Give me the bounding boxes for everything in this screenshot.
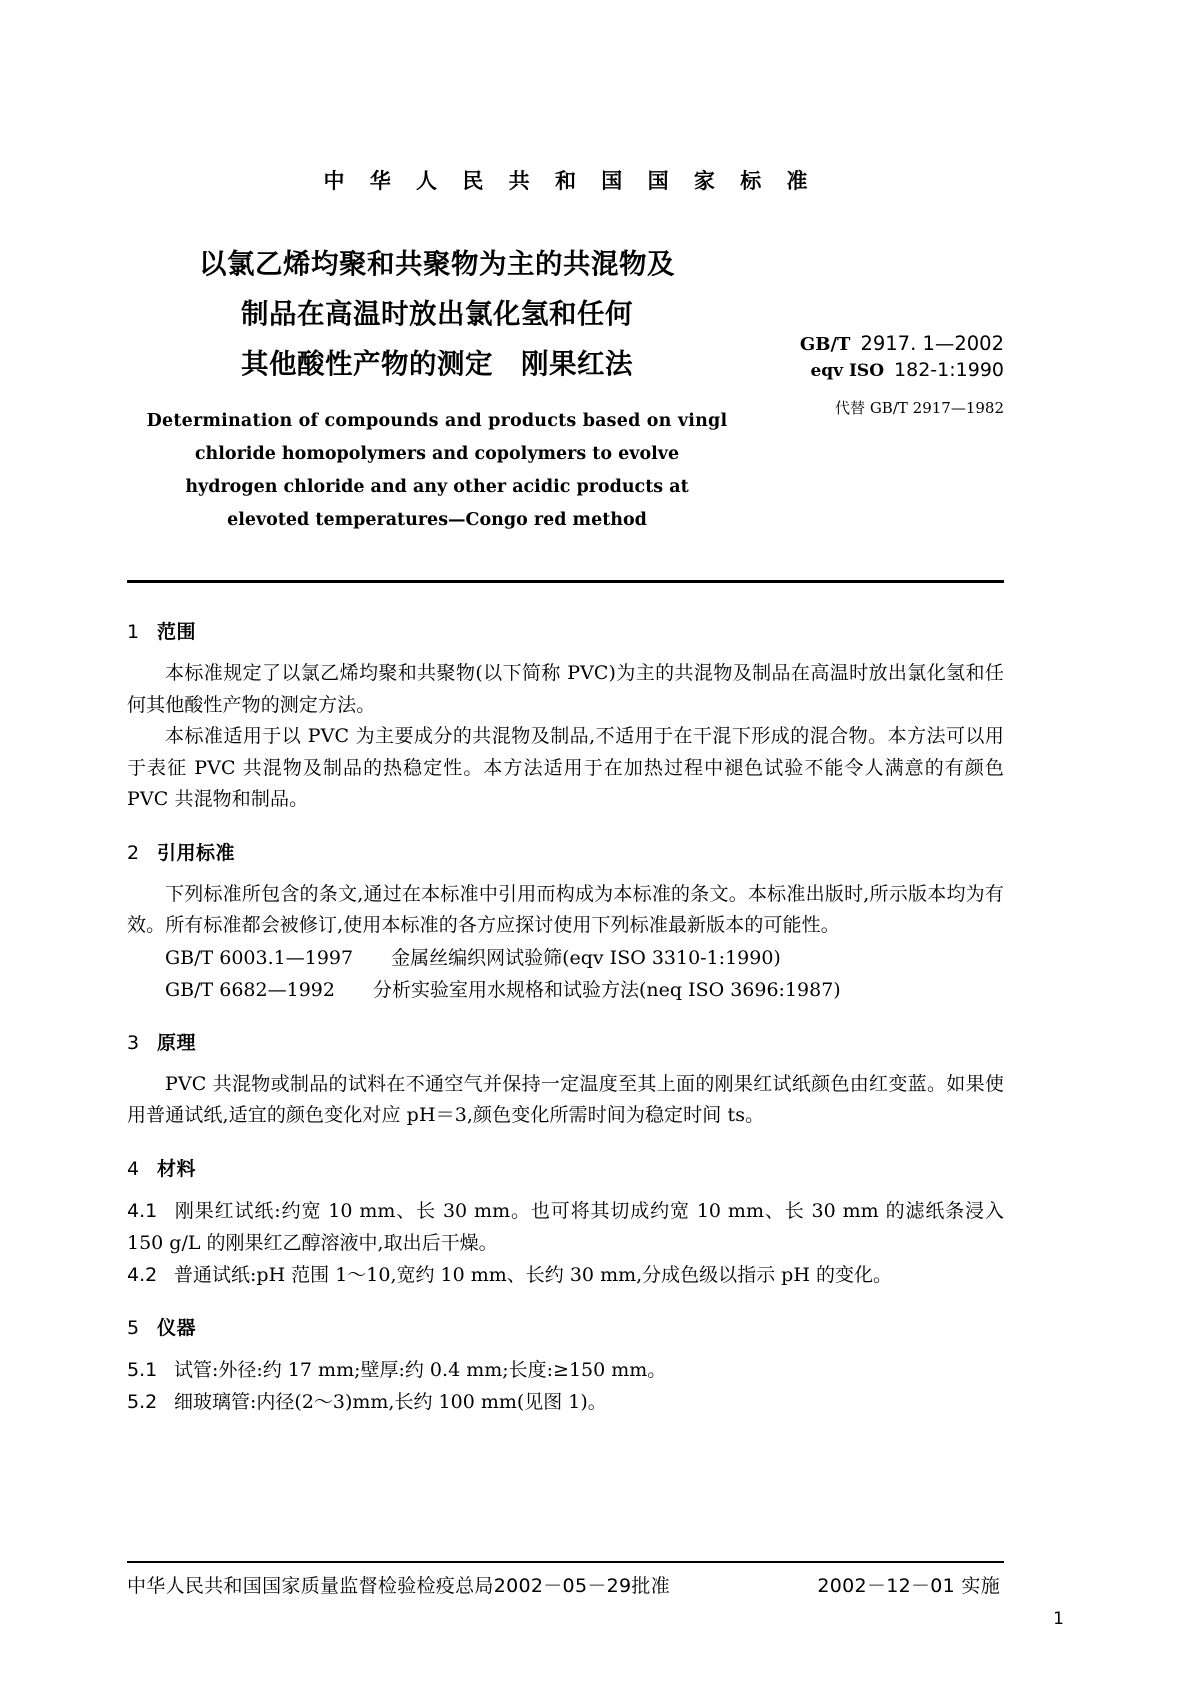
standard-designator-number: 2917. 1—2002 xyxy=(860,332,1004,355)
standard-replaces-note: 代替 GB/T 2917—1982 xyxy=(835,399,1004,417)
chinese-title-line-2: 制品在高温时放出氯化氢和任何 xyxy=(241,298,633,330)
section-number-4: 4 xyxy=(127,1157,140,1180)
section-title-4: 材料 xyxy=(157,1157,197,1180)
chinese-title xyxy=(127,239,747,389)
section-number-3: 3 xyxy=(127,1031,140,1054)
page-footer xyxy=(127,1571,1004,1598)
standard-equivalence-number: 182-1:1990 xyxy=(894,359,1004,381)
header-divider-rule xyxy=(127,580,1004,583)
subsection-number-4-2: 4.2 xyxy=(127,1263,158,1286)
standard-equivalence-row xyxy=(704,357,1004,384)
subsection-number-4-1: 4.1 xyxy=(127,1199,158,1222)
section-number-2: 2 xyxy=(127,841,140,864)
page-number: 1 xyxy=(1053,1609,1064,1629)
chinese-title-line-3 xyxy=(127,339,747,389)
subsection-text-4-1: 刚果红试纸:约宽 10 mm、长 30 mm。也可将其切成约宽 10 mm、长 30 mm 的滤纸条浸入150 g/L 的刚果红乙醇溶液中,取出后干燥。 xyxy=(127,1199,1004,1254)
section-number-5: 5 xyxy=(127,1316,140,1339)
section-heading-2 xyxy=(127,838,1004,869)
standard-equivalence-label: eqv ISO xyxy=(810,361,885,381)
english-title-line-2: chloride homopolymers and copolymers to evolve xyxy=(194,444,680,464)
chinese-title-line-3-b: 刚果红法 xyxy=(521,348,633,380)
standard-identifier xyxy=(704,331,1004,384)
section-1-paragraph-1: 本标准规定了以氯乙烯均聚和共聚物(以下简称 PVC)为主的共混物及制品在高温时放出氯化氢和任何其他酸性产物的测定方法。 xyxy=(127,662,1004,716)
section-number-1: 1 xyxy=(127,621,140,643)
subsection-4-2 xyxy=(127,1259,1004,1291)
section-heading-1 xyxy=(127,617,1004,648)
document-body xyxy=(127,617,1004,1418)
section-title-3: 原理 xyxy=(157,1031,197,1054)
section-title-1: 范围 xyxy=(157,621,197,643)
standard-designator-row xyxy=(704,331,1004,357)
subsection-text-5-1: 试管:外径:约 17 mm;壁厚:约 0.4 mm;长度:≥150 mm。 xyxy=(174,1358,667,1381)
section-heading-3 xyxy=(127,1028,1004,1059)
subsection-text-4-2: 普通试纸:pH 范围 1～10,宽约 10 mm、长约 30 mm,分成色级以指示 pH 的变化。 xyxy=(174,1263,892,1286)
subsection-4-1 xyxy=(127,1195,1004,1259)
section-1-paragraph-2: 本标准适用于以 PVC 为主要成分的共混物及制品,不适用于在干混下形成的混合物。本方法可以用于表征 PVC 共混物及制品的热稳定性。本方法适用于在加热过程中褪色试验不能令人满意的有颜色 PVC 共混物和制品。 xyxy=(127,725,1004,810)
section-heading-5 xyxy=(127,1313,1004,1344)
english-title-line-1: Determination of compounds and products based on vingl xyxy=(146,411,728,431)
subsection-text-5-2: 细玻璃管:内径(2～3)mm,长约 100 mm(见图 1)。 xyxy=(174,1390,607,1413)
subsection-number-5-1: 5.1 xyxy=(127,1358,158,1381)
masthead-title: 中 华 人 民 共 和 国 国 家 标 准 xyxy=(323,169,817,193)
footer-implementation-text: 2002－12－01 实施 xyxy=(817,1575,1000,1597)
section-2-paragraph-1: 下列标准所包含的条文,通过在本标准中引用而构成为本标准的条文。本标准出版时,所示版本均为有效。所有标准都会被修订,使用本标准的各方应探讨使用下列标准最新版本的可能性。 xyxy=(127,882,1004,936)
subsection-5-1 xyxy=(127,1354,1004,1386)
footer-approval-text: 中华人民共和国国家质量监督检验检疫总局2002－05－29批准 xyxy=(127,1575,671,1597)
subsection-number-5-2: 5.2 xyxy=(127,1390,158,1413)
page-content xyxy=(127,0,1004,1684)
section-title-5: 仪器 xyxy=(157,1316,197,1339)
standard-designator-label: GB/T xyxy=(799,334,851,355)
english-title-line-4: elevoted temperatures—Congo red method xyxy=(227,510,647,530)
section-heading-4 xyxy=(127,1154,1004,1185)
footer-divider-rule xyxy=(127,1561,1004,1563)
subsection-5-2 xyxy=(127,1386,1004,1418)
chinese-title-line-3-a: 其他酸性产物的测定 xyxy=(241,348,493,380)
chinese-title-line-1: 以氯乙烯均聚和共聚物为主的共混物及 xyxy=(199,248,675,280)
section-title-2: 引用标准 xyxy=(157,841,236,864)
reference-standard-1: GB/T 6003.1—1997 金属丝编织网试验筛(eqv ISO 3310-1:1990) xyxy=(165,946,781,969)
section-3-paragraph-1: PVC 共混物或制品的试料在不通空气并保持一定温度至其上面的刚果红试纸颜色由红变蓝。如果使用普通试纸,适宜的颜色变化对应 pH＝3,颜色变化所需时间为稳定时间 ts。 xyxy=(127,1072,1004,1126)
reference-standard-2: GB/T 6682—1992 分析实验室用水规格和试验方法(neq ISO 3696:1987) xyxy=(165,978,841,1001)
english-title-line-3: hydrogen chloride and any other acidic products at xyxy=(185,477,689,497)
title-block xyxy=(127,239,1004,539)
english-title xyxy=(127,405,747,537)
